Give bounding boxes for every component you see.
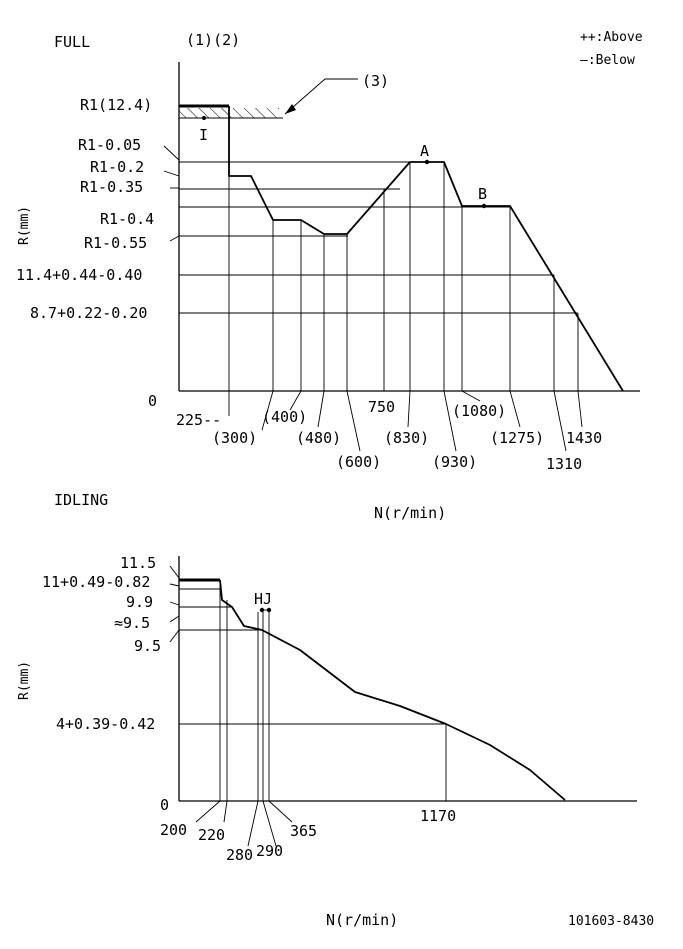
leader-x-1080 [462, 391, 480, 401]
full-xlabel-300: (300) [212, 429, 258, 447]
idling-leader-x-365 [269, 801, 292, 822]
idling-title: IDLING [54, 491, 109, 509]
full-ylabel-8.7: 8.7+0.22-0.20 [30, 304, 148, 322]
legend-below: —:Below [580, 53, 635, 68]
point-a-label: A [420, 142, 430, 160]
leader-x-1310 [554, 391, 566, 451]
idling-ylabel-11: 11+0.49-0.82 [42, 573, 151, 591]
idling-curve [220, 580, 565, 800]
idling-ylabel-9.5: 9.5 [134, 637, 162, 655]
full-refs: (1)(2) [186, 31, 241, 49]
full-xlabel-1310: 1310 [546, 455, 583, 473]
full-title: FULL [54, 33, 91, 51]
full-y-axis-title: R(mm) [17, 205, 32, 245]
idling-xlabel-200: 200 [160, 821, 188, 839]
leader-x-1275 [510, 391, 520, 427]
leader-r1-0.2 [164, 171, 179, 176]
full-xlabel-930: (930) [432, 453, 478, 471]
leader-x-830 [408, 391, 410, 427]
full-ylabel-r1-0.55: R1-0.55 [84, 234, 148, 252]
full-ylabel-r1-0.2: R1-0.2 [90, 158, 145, 176]
full-ref3: (3) [362, 72, 390, 90]
full-ylabel-r1-0.4: R1-0.4 [100, 210, 155, 228]
footer-code: 101603-8430 [568, 914, 655, 929]
ref3-leader [285, 79, 358, 114]
idling-leader-x-280 [248, 801, 258, 846]
point-i-label: I [199, 126, 209, 144]
point-a-dot [425, 160, 429, 164]
point-b-label: B [478, 185, 488, 203]
idling-xlabel-280: 280 [226, 846, 254, 864]
leader-r1-0.05 [164, 146, 179, 160]
full-xlabel-480: (480) [296, 429, 342, 447]
point-b-dot [482, 204, 486, 208]
leader-x-1430 [578, 391, 582, 427]
idling-xlabel-1170: 1170 [420, 807, 457, 825]
full-xlabel-830: (830) [384, 429, 430, 447]
full-ylabel-11.4: 11.4+0.44-0.40 [16, 266, 143, 284]
full-xlabel-1080: (1080) [452, 402, 507, 420]
leader-r1-0.55 [170, 236, 179, 241]
idling-xlabel-220: 220 [198, 826, 226, 844]
point-i-dot [202, 116, 206, 120]
full-xlabel-225: 225-- [176, 411, 222, 429]
idling-ylabel-9.9: 9.9 [126, 593, 154, 611]
idling-leader-11.5 [170, 566, 179, 578]
leader-x-480 [318, 391, 324, 427]
leader-x-930 [444, 391, 456, 451]
idling-x-axis-title: N(r/min) [326, 911, 399, 929]
idling-leader-9.5a [170, 616, 179, 622]
full-ylabel-r1-0.35: R1-0.35 [80, 178, 144, 196]
full-origin: 0 [148, 392, 158, 410]
full-xlabel-1430: 1430 [566, 429, 603, 447]
idling-leader-x-290 [263, 801, 276, 846]
full-ylabel-r1: R1(12.4) [80, 96, 153, 114]
point-hj-label: HJ [254, 590, 273, 608]
full-ylabel-r1-0.05: R1-0.05 [78, 136, 142, 154]
idling-leader-x-220 [224, 801, 227, 822]
idling-ylabel-11.5: 11.5 [120, 554, 157, 572]
full-xlabel-750: 750 [368, 398, 396, 416]
full-xlabel-600: (600) [336, 453, 382, 471]
full-x-axis-title: N(r/min) [374, 504, 447, 522]
full-xlabel-400: (400) [262, 408, 308, 426]
idling-xlabel-365: 365 [290, 822, 318, 840]
idling-leader-x-200 [196, 801, 220, 822]
idling-leader-9.5 [170, 630, 179, 642]
idling-origin: 0 [160, 796, 170, 814]
idling-leader-11 [170, 584, 179, 586]
leader-x-600 [347, 391, 360, 451]
legend-above: ++:Above [580, 30, 643, 45]
idling-y-axis-title: R(mm) [17, 660, 32, 700]
idling-leader-9.9 [170, 602, 179, 605]
idling-ylabel-approx-9.5: ≈9.5 [114, 614, 151, 632]
idling-ylabel-4: 4+0.39-0.42 [56, 715, 156, 733]
full-xlabel-1275: (1275) [490, 429, 545, 447]
idling-xlabel-290: 290 [256, 842, 284, 860]
